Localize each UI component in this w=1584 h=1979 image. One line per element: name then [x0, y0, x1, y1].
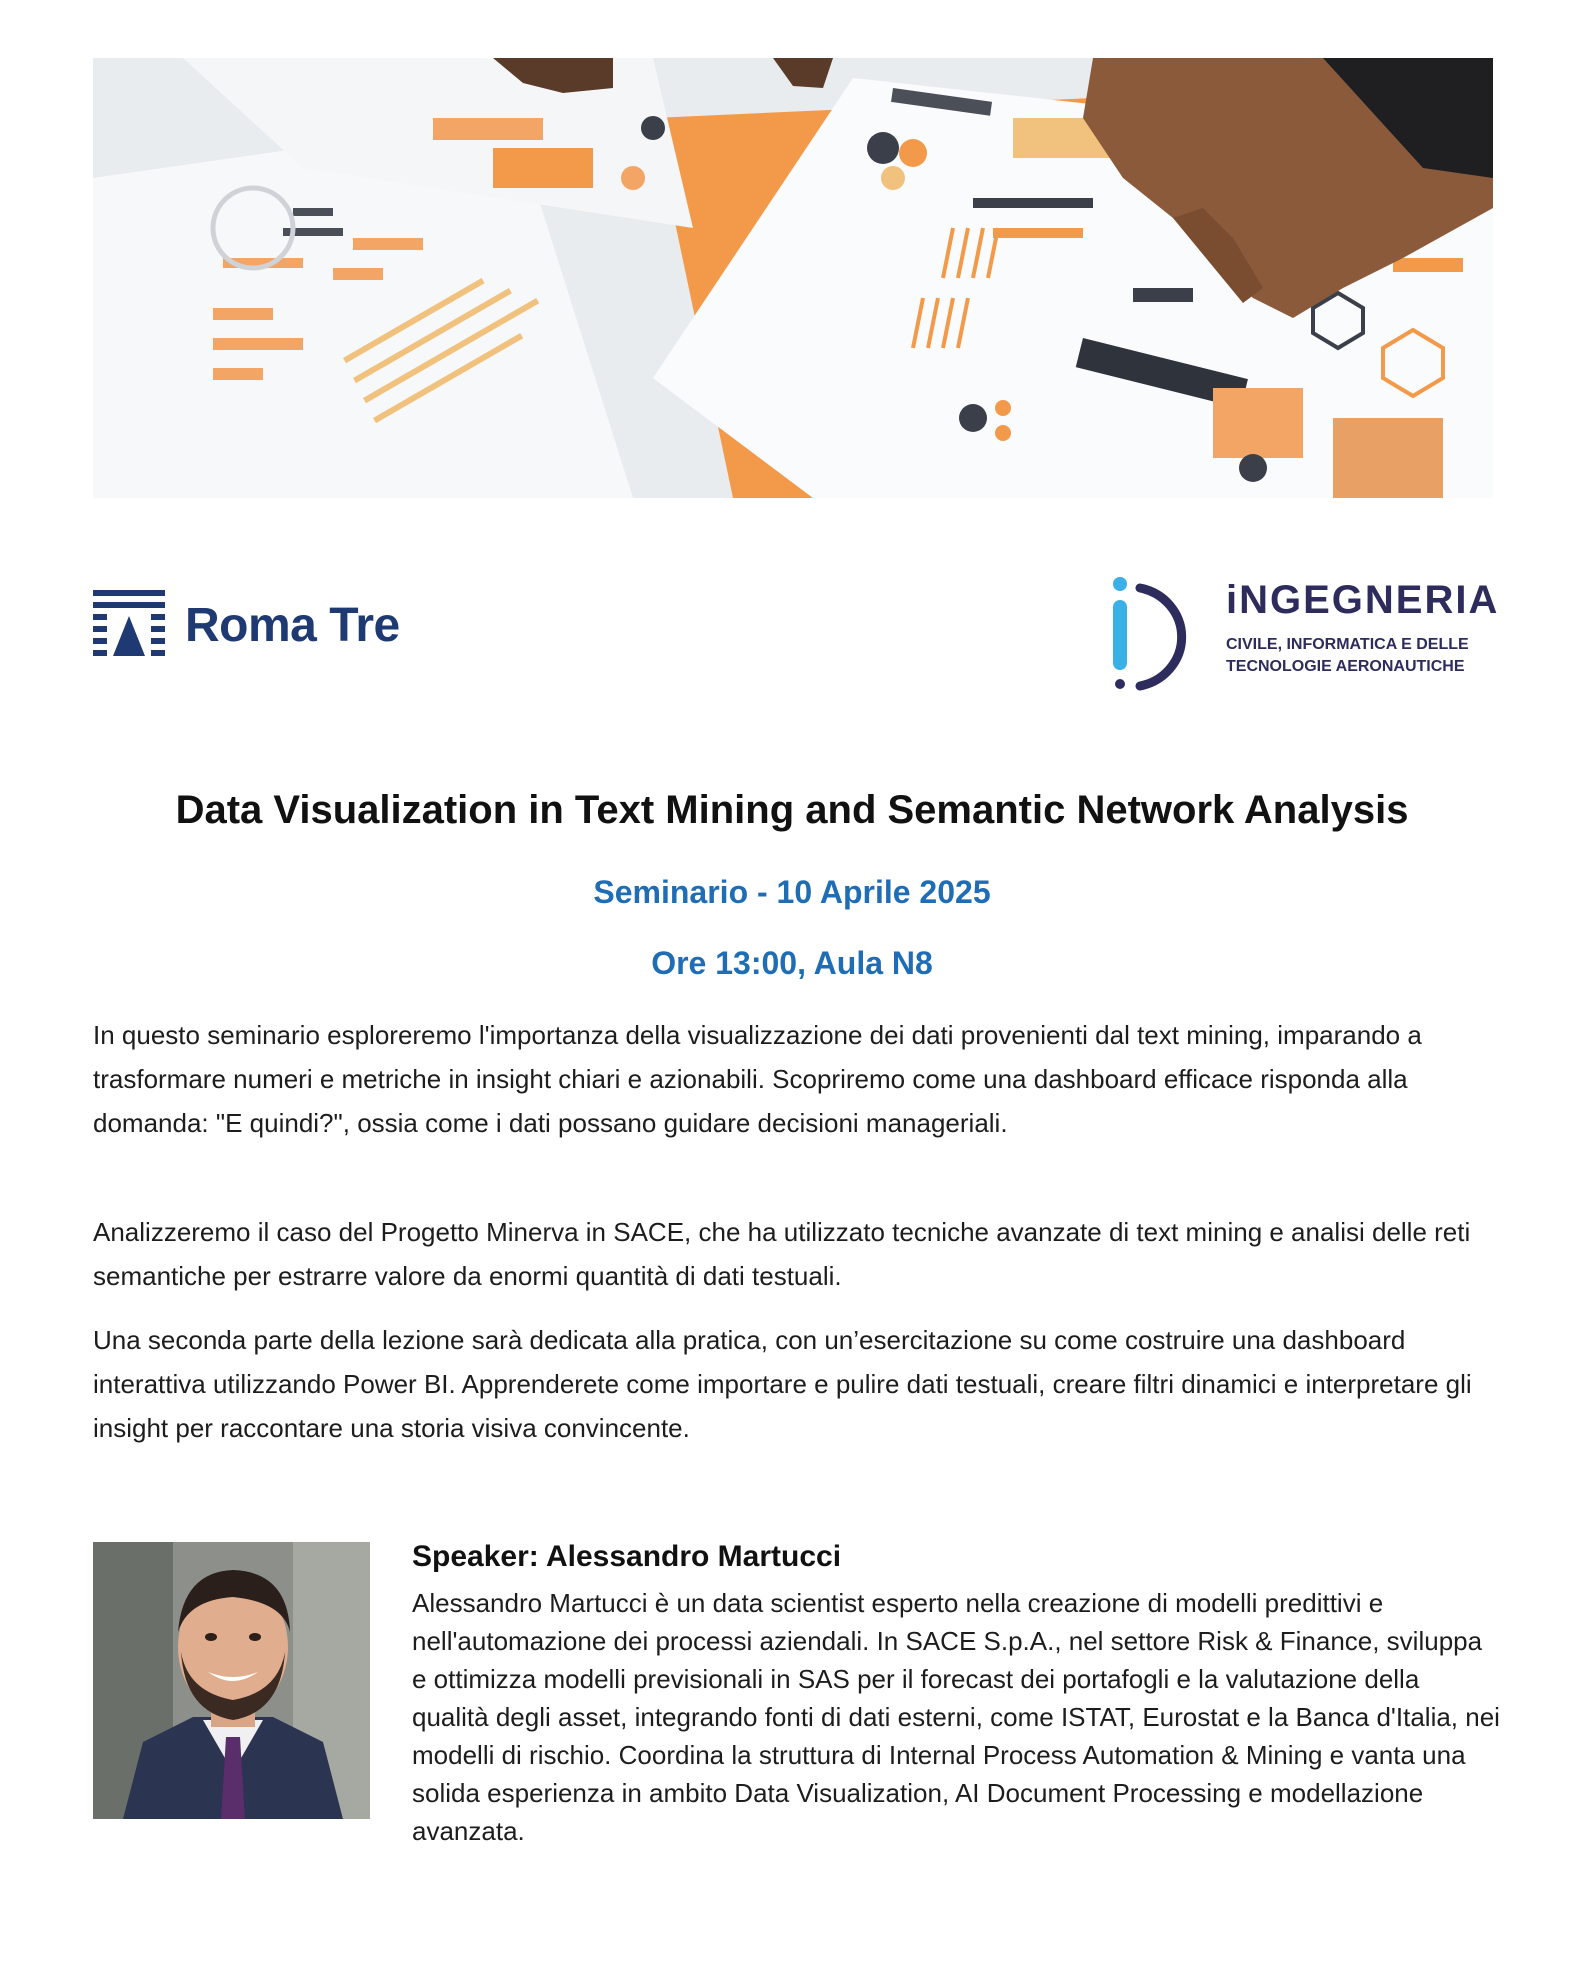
event-date: Seminario - 10 Aprile 2025 [593, 874, 991, 910]
roma-tre-emblem-icon [93, 588, 169, 664]
ingegneria-subtitle [1226, 634, 1469, 678]
ingegneria-logo [1110, 574, 1500, 694]
event-title: Data Visualization in Text Mining and Semantic Network Analysis [175, 788, 1409, 832]
ingegneria-title: iNGEGNERIA [1226, 578, 1500, 622]
case-study-paragraph: Analizzeremo il caso del Progetto Minerva in SACE, che ha utilizzato tecniche avanzate di text mining e analisi delle reti semantiche per estrarre valore da enormi quantità di dati testuali. [93, 1217, 1471, 1291]
intro-paragraph: In questo seminario esploreremo l'importanza della visualizzazione dei dati provenienti dal text mining, imparando a trasformare numeri e metriche in insight chiari e azionabili. Scopriremo come una dashboard efficace risponda alla domanda: "E quindi?", ossia come i dati possano guidare decisioni manageriali. [93, 1020, 1422, 1138]
ingegneria-subtitle-line-1: CIVILE, INFORMATICA E DELLE [1226, 636, 1469, 653]
hero-banner-image [93, 58, 1493, 498]
ingegneria-subtitle-line-2: TECNOLOGIE AERONAUTICHE [1226, 658, 1465, 675]
event-time-place: Ore 13:00, Aula N8 [651, 945, 933, 981]
speaker-photo [93, 1542, 370, 1819]
roma-tre-wordmark: Roma Tre [185, 599, 400, 652]
speaker-heading: Speaker: Alessandro Martucci [412, 1540, 842, 1573]
ingegneria-emblem-icon [1110, 574, 1220, 694]
roma-tre-logo [93, 588, 453, 668]
speaker-bio: Alessandro Martucci è un data scientist esperto nella creazione di modelli predittivi e nell'automazione dei processi aziendali. In SACE S.p.A., nel settore Risk & Finance, sviluppa e ottimizza modelli previsionali in SAS per il forecast dei portafogli e la valutazione della qualità degli asset, integrando fonti di dati esterni, come ISTAT, Eurostat e la Banca d'Italia, nei modelli di rischio. Coordina la struttura di Internal Process Automation & Mining e vanta una solida esperienza in ambito Data Visualization, AI Document Processing e modellazione avanzata. [412, 1588, 1500, 1846]
practice-paragraph: Una seconda parte della lezione sarà dedicata alla pratica, con un’esercitazione su come costruire una dashboard interattiva utilizzando Power BI. Apprenderete come importare e pulire dati testuali, creare filtri dinamici e interpretare gli insight per raccontare una storia visiva convincente. [93, 1325, 1472, 1443]
